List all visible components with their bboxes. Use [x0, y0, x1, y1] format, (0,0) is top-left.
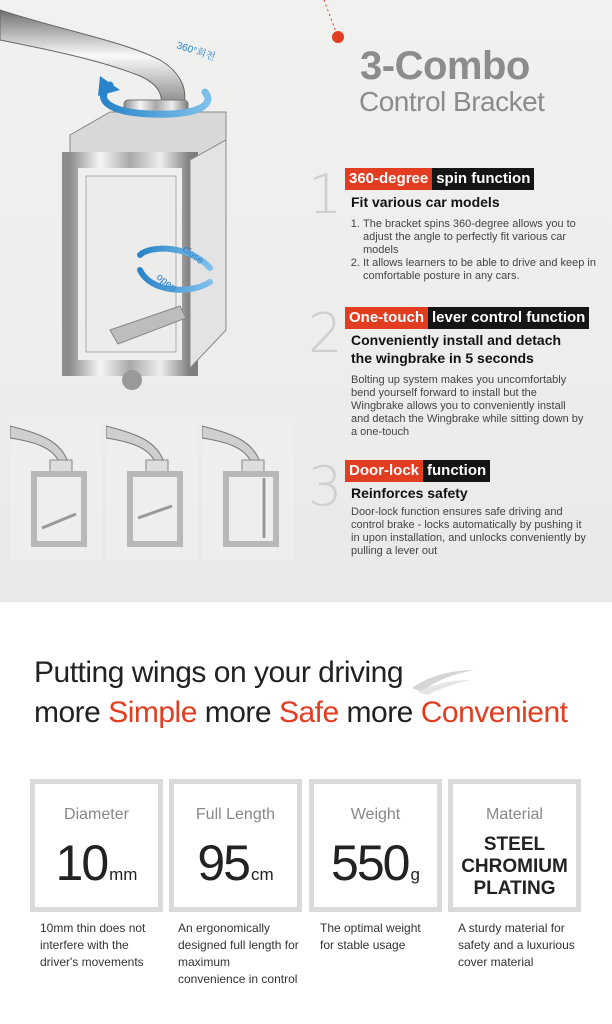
feature-subtitle: Fit various car models — [351, 194, 500, 210]
spec-label: Weight — [350, 806, 401, 823]
bracket-thumbnails — [10, 418, 295, 560]
feature-list — [351, 218, 604, 283]
spec-description-material: A sturdy material for safety and a luxurious cover material — [458, 921, 575, 969]
tagline-more: more — [34, 696, 101, 729]
feature-number: 1 — [308, 163, 343, 226]
feature-heading-highlight: One-touch — [345, 307, 428, 329]
feature-subtitle: Conveniently install and detach — [351, 332, 562, 348]
feature-number: 3 — [308, 455, 343, 518]
spec-value — [35, 834, 158, 892]
feature-heading-highlight: 360-degree — [345, 168, 432, 190]
wing-swoosh-icon — [408, 662, 478, 696]
spec-description-full-length: An ergonomically designed full length for maximum convenience in control — [178, 921, 299, 986]
tagline-safe: Safe — [278, 696, 339, 729]
product-subtitle: Control Bracket — [359, 86, 545, 117]
spec-label: Full Length — [195, 806, 276, 823]
spec-number: 550 — [331, 835, 409, 891]
spec-label: Diameter — [64, 806, 129, 823]
tagline-line-1: Putting wings on your driving — [34, 656, 404, 689]
feature-door-lock — [308, 455, 604, 570]
tagline-more: more — [204, 696, 272, 729]
spec-material — [448, 779, 581, 912]
feature-heading-rest: function — [423, 460, 490, 482]
feature-body: Door-lock function ensures safe driving and control brake - locks automatically by pushing it in upon installation, and unlocks conveniently by pulling a lever out — [351, 506, 586, 557]
spec-weight — [309, 779, 442, 912]
feature-heading — [345, 168, 534, 190]
material-line: CHROMIUM — [461, 856, 568, 877]
spec-number: 95 — [197, 835, 249, 891]
tagline-simple: Simple — [108, 696, 197, 729]
feature-list-item: 2. It allows learners to be able to drive and keep in comfortable posture in any cars. — [363, 257, 604, 283]
thumbnail-3 — [202, 418, 294, 560]
tagline-line-2 — [34, 696, 568, 730]
feature-one-touch — [308, 302, 604, 447]
spec-unit: cm — [250, 865, 274, 884]
open-label: open — [154, 271, 179, 295]
feature-number: 2 — [308, 302, 343, 365]
material-line: PLATING — [473, 878, 556, 899]
feature-heading-rest: lever control function — [428, 307, 589, 329]
material-line: STEEL — [483, 834, 546, 855]
thumbnail-1 — [10, 418, 102, 560]
feature-heading-rest: spin function — [432, 168, 534, 190]
bracket-main-photo — [0, 0, 300, 410]
feature-list-item: 1. The bracket spins 360-degree allows you to adjust the angle to perfectly fit various car models — [363, 218, 604, 257]
spec-material-value — [453, 834, 576, 900]
rotate-label: 360°회전 — [175, 40, 217, 64]
spec-unit: mm — [109, 865, 138, 884]
tagline-convenient: Convenient — [420, 696, 568, 729]
spec-full-length — [169, 779, 302, 912]
feature-heading — [345, 460, 490, 482]
red-dot-decoration — [332, 31, 344, 43]
tagline-more: more — [346, 696, 413, 729]
thumbnail-2 — [106, 418, 198, 560]
feature-heading — [345, 307, 589, 329]
close-label: close — [180, 243, 206, 267]
feature-spin — [308, 163, 604, 292]
spec-description-diameter: 10mm thin does not interfere with the driver's movements — [40, 921, 146, 969]
spec-diameter — [30, 779, 163, 912]
spec-value — [174, 834, 297, 892]
feature-heading-highlight: Door-lock — [345, 460, 423, 482]
spec-label: Material — [486, 806, 543, 823]
feature-body: Bolting up system makes you uncomfortably bend yourself forward to install but the Wingbrake allows you to conveniently install and detach the Wingbrake while sitting down by a one-touch — [351, 374, 584, 438]
product-title: 3-Combo — [360, 44, 530, 88]
spec-value — [314, 834, 437, 892]
spec-number: 10 — [55, 835, 108, 891]
feature-subtitle: Reinforces safety — [351, 485, 468, 501]
spec-unit: g — [410, 865, 420, 884]
spec-description-weight: The optimal weight for stable usage — [320, 921, 421, 952]
feature-subtitle: the wingbrake in 5 seconds — [351, 350, 534, 366]
